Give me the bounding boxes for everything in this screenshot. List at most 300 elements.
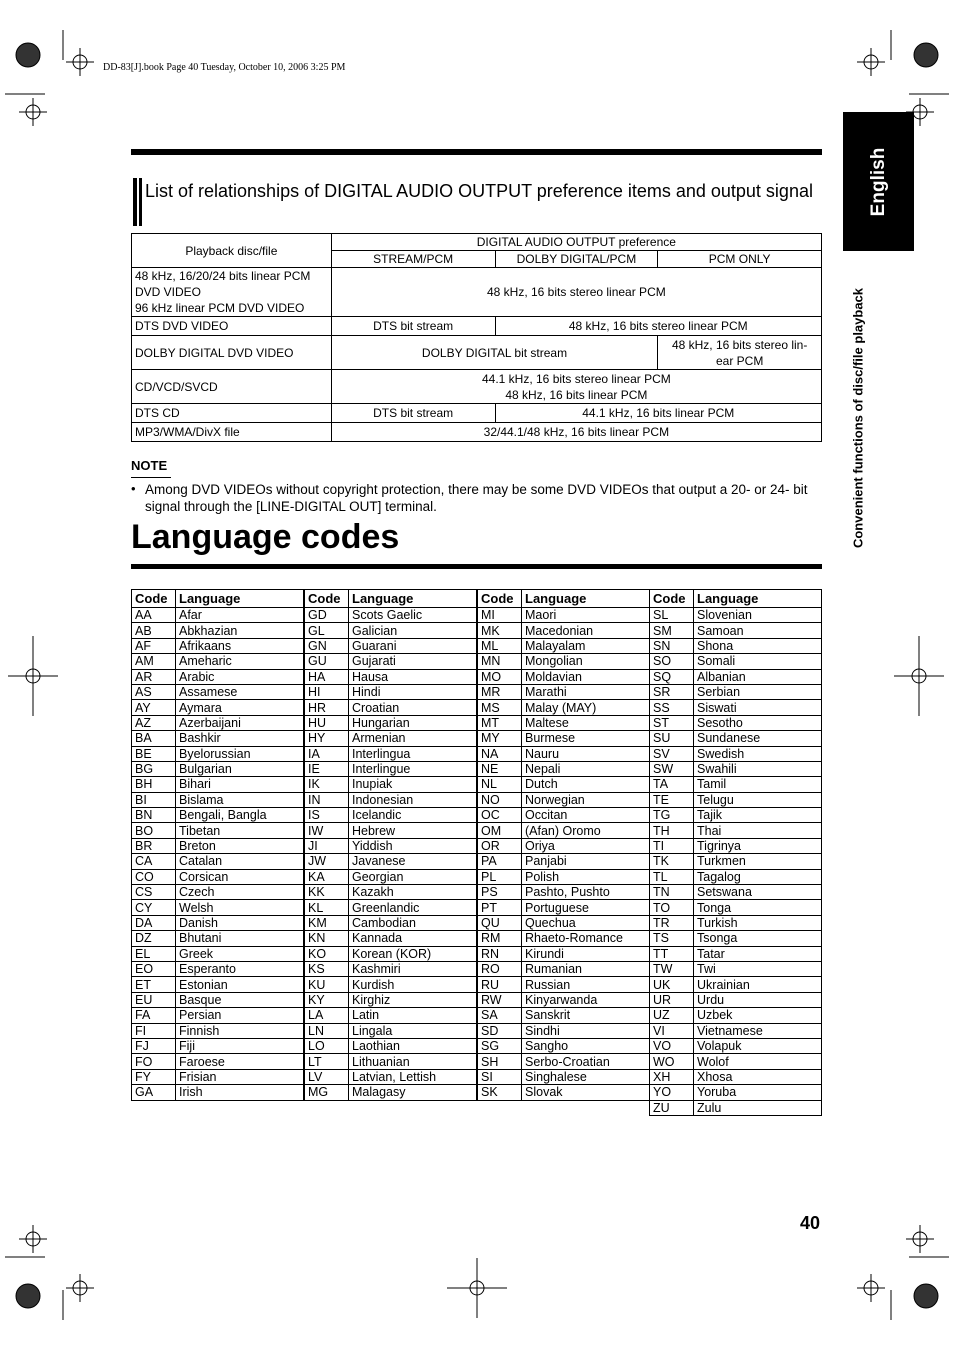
language-code: TG — [650, 808, 694, 823]
language-code: HA — [305, 669, 349, 684]
table-row — [305, 838, 477, 853]
language-header: Language — [522, 590, 650, 608]
language-name: Quechua — [522, 915, 650, 930]
language-code: IE — [305, 761, 349, 776]
table-row — [650, 1054, 822, 1069]
language-name: Welsh — [176, 900, 304, 915]
header-cell: DOLBY DIGITAL/PCM — [495, 251, 658, 268]
table-row — [305, 792, 477, 807]
language-name: Inupiak — [349, 777, 477, 792]
table-row — [650, 654, 822, 669]
language-name: Estonian — [176, 977, 304, 992]
language-code: EU — [132, 992, 176, 1007]
language-code: RM — [478, 931, 522, 946]
table-row — [478, 1008, 650, 1023]
language-code: FY — [132, 1069, 176, 1084]
language-name: Tsonga — [694, 931, 822, 946]
language-code: XH — [650, 1069, 694, 1084]
language-name: Georgian — [349, 869, 477, 884]
table-row — [305, 946, 477, 961]
language-code: DZ — [132, 931, 176, 946]
language-name: Setswana — [694, 885, 822, 900]
table-row — [478, 1069, 650, 1084]
header-cell: Playback disc/file — [132, 234, 332, 268]
code-header: Code — [305, 590, 349, 608]
output-cell: 32/44.1/48 kHz, 16 bits linear PCM — [331, 423, 821, 442]
table-row — [478, 808, 650, 823]
language-name: Interlingue — [349, 761, 477, 776]
table-row — [478, 638, 650, 653]
language-code: BO — [132, 823, 176, 838]
table-row — [132, 854, 304, 869]
language-code: FA — [132, 1008, 176, 1023]
language-name: Russian — [522, 977, 650, 992]
language-code: OM — [478, 823, 522, 838]
language-name: Swedish — [694, 746, 822, 761]
language-name: Portuguese — [522, 900, 650, 915]
table-row — [132, 404, 822, 423]
language-code: IK — [305, 777, 349, 792]
section-title: List of relationships of DIGITAL AUDIO OUTPUT preference items and output signal — [145, 181, 813, 201]
language-code: SS — [650, 700, 694, 715]
table-row — [132, 946, 304, 961]
language-name: Esperanto — [176, 961, 304, 976]
language-name: Icelandic — [349, 808, 477, 823]
language-code: NO — [478, 792, 522, 807]
table-row — [132, 268, 822, 317]
table-row — [650, 808, 822, 823]
language-code: TR — [650, 915, 694, 930]
table-row — [305, 1069, 477, 1084]
language-code: ET — [132, 977, 176, 992]
language-code: TE — [650, 792, 694, 807]
language-code: KN — [305, 931, 349, 946]
language-name: Mongolian — [522, 654, 650, 669]
language-header: Language — [349, 590, 477, 608]
language-name: Nepali — [522, 761, 650, 776]
language-code: RN — [478, 946, 522, 961]
output-table — [131, 233, 822, 442]
language-code: SW — [650, 761, 694, 776]
output-cell: 48 kHz, 16 bits stereo linear PCM — [495, 317, 821, 336]
language-code: MG — [305, 1085, 349, 1100]
language-code: BI — [132, 792, 176, 807]
table-row — [478, 777, 650, 792]
language-code: KU — [305, 977, 349, 992]
table-row — [650, 992, 822, 1007]
language-name: Uzbek — [694, 1008, 822, 1023]
language-name: Slovenian — [694, 608, 822, 623]
language-code: CA — [132, 854, 176, 869]
language-code: TT — [650, 946, 694, 961]
table-row — [305, 977, 477, 992]
language-name: Hindi — [349, 684, 477, 699]
language-code: PA — [478, 854, 522, 869]
language-code: TO — [650, 900, 694, 915]
file-header: DD-83[J].book Page 40 Tuesday, October 10, 2006 3:25 PM — [103, 62, 346, 73]
table-row — [305, 900, 477, 915]
table-row — [305, 700, 477, 715]
language-name: Guarani — [349, 638, 477, 653]
language-name: Turkish — [694, 915, 822, 930]
language-name: Kirundi — [522, 946, 650, 961]
language-name: Norwegian — [522, 792, 650, 807]
language-code: FI — [132, 1023, 176, 1038]
language-code: BH — [132, 777, 176, 792]
table-row — [132, 623, 304, 638]
section-marker — [133, 178, 137, 226]
language-code: KY — [305, 992, 349, 1007]
table-row — [305, 823, 477, 838]
note-text: Among DVD VIDEOs without copyright protection, there may be some DVD VIDEOs that output a 20- or 24- bit signal through the [LINE-DIGITAL OUT] terminal. — [145, 482, 808, 514]
language-code: QU — [478, 915, 522, 930]
language-name: Kazakh — [349, 885, 477, 900]
table-row — [132, 792, 304, 807]
disc-cell: DOLBY DIGITAL DVD VIDEO — [132, 336, 332, 370]
language-code: SD — [478, 1023, 522, 1038]
language-code: BR — [132, 838, 176, 853]
language-header: Language — [176, 590, 304, 608]
language-code: HI — [305, 684, 349, 699]
language-name: Rhaeto-Romance — [522, 931, 650, 946]
language-code: DA — [132, 915, 176, 930]
language-code: SO — [650, 654, 694, 669]
table-row — [650, 792, 822, 807]
language-code: WO — [650, 1054, 694, 1069]
language-name: Occitan — [522, 808, 650, 823]
table-row — [650, 885, 822, 900]
language-name: Assamese — [176, 684, 304, 699]
language-name: Kannada — [349, 931, 477, 946]
table-row — [650, 854, 822, 869]
language-code: SI — [478, 1069, 522, 1084]
language-code: SG — [478, 1038, 522, 1053]
language-code: TI — [650, 838, 694, 853]
language-code: PL — [478, 869, 522, 884]
table-row — [305, 1008, 477, 1023]
language-name: Bashkir — [176, 731, 304, 746]
language-code: AZ — [132, 715, 176, 730]
table-row — [478, 623, 650, 638]
language-code: NE — [478, 761, 522, 776]
language-name: Korean (KOR) — [349, 946, 477, 961]
table-row — [132, 885, 304, 900]
language-code: KK — [305, 885, 349, 900]
table-row — [132, 1069, 304, 1084]
table-row — [132, 1008, 304, 1023]
language-name: Nauru — [522, 746, 650, 761]
page-number: 40 — [800, 1213, 821, 1233]
language-code: HR — [305, 700, 349, 715]
table-row — [305, 1085, 477, 1100]
language-code: CS — [132, 885, 176, 900]
language-name: Sundanese — [694, 731, 822, 746]
language-code: SN — [650, 638, 694, 653]
table-row — [132, 423, 822, 442]
language-name: Slovak — [522, 1085, 650, 1100]
language-code: LT — [305, 1054, 349, 1069]
language-code: LA — [305, 1008, 349, 1023]
language-code: MT — [478, 715, 522, 730]
language-name: Singhalese — [522, 1069, 650, 1084]
language-code: JI — [305, 838, 349, 853]
language-name: Galician — [349, 623, 477, 638]
table-row — [132, 823, 304, 838]
language-name: Czech — [176, 885, 304, 900]
language-code: HU — [305, 715, 349, 730]
disc-cell: CD/VCD/SVCD — [132, 370, 332, 404]
table-row — [650, 684, 822, 699]
language-name: Maltese — [522, 715, 650, 730]
language-code: AY — [132, 700, 176, 715]
language-code: SA — [478, 1008, 522, 1023]
table-row — [132, 608, 304, 623]
table-row — [305, 638, 477, 653]
language-name: Indonesian — [349, 792, 477, 807]
language-name: Malayalam — [522, 638, 650, 653]
header-cell: DIGITAL AUDIO OUTPUT preference — [331, 234, 821, 251]
language-code: MY — [478, 731, 522, 746]
language-name: Aymara — [176, 700, 304, 715]
table-row — [305, 961, 477, 976]
table-row — [132, 684, 304, 699]
language-code: AR — [132, 669, 176, 684]
language-name: Interlingua — [349, 746, 477, 761]
table-row — [132, 336, 822, 370]
language-name: Tamil — [694, 777, 822, 792]
language-codes-rule — [131, 564, 822, 569]
language-name: Afrikaans — [176, 638, 304, 653]
language-name: Faroese — [176, 1054, 304, 1069]
language-name: Danish — [176, 915, 304, 930]
table-row — [132, 317, 822, 336]
top-rule — [131, 149, 822, 155]
language-code: BA — [132, 731, 176, 746]
language-code: AF — [132, 638, 176, 653]
language-code-table — [649, 589, 822, 1116]
table-row — [650, 761, 822, 776]
table-row — [478, 931, 650, 946]
table-row — [478, 854, 650, 869]
language-name: Maori — [522, 608, 650, 623]
table-row — [650, 1100, 822, 1115]
language-name: Armenian — [349, 731, 477, 746]
language-code: BE — [132, 746, 176, 761]
language-code: UR — [650, 992, 694, 1007]
table-row — [478, 900, 650, 915]
language-name: Somali — [694, 654, 822, 669]
table-row — [305, 931, 477, 946]
language-code: GU — [305, 654, 349, 669]
language-name: Kurdish — [349, 977, 477, 992]
language-name: Rumanian — [522, 961, 650, 976]
language-code: AM — [132, 654, 176, 669]
table-row — [305, 1023, 477, 1038]
language-name: Shona — [694, 638, 822, 653]
language-code: KS — [305, 961, 349, 976]
language-name: Samoan — [694, 623, 822, 638]
language-name: Ameharic — [176, 654, 304, 669]
disc-cell: 48 kHz, 16/20/24 bits linear PCM DVD VIDEO 96 kHz linear PCM DVD VIDEO — [132, 268, 332, 317]
table-row — [305, 808, 477, 823]
table-row — [132, 715, 304, 730]
language-code: RO — [478, 961, 522, 976]
language-name: Malay (MAY) — [522, 700, 650, 715]
disc-cell: MP3/WMA/DivX file — [132, 423, 332, 442]
table-row — [650, 1008, 822, 1023]
language-name: Oriya — [522, 838, 650, 853]
output-cell: DTS bit stream — [331, 317, 495, 336]
language-code: SV — [650, 746, 694, 761]
language-code: SH — [478, 1054, 522, 1069]
language-codes-title: Language codes — [131, 518, 400, 556]
language-code: OC — [478, 808, 522, 823]
table-row — [650, 977, 822, 992]
language-name: Telugu — [694, 792, 822, 807]
table-row — [305, 731, 477, 746]
language-name: Burmese — [522, 731, 650, 746]
table-row — [650, 838, 822, 853]
table-row — [478, 915, 650, 930]
language-code-table — [304, 589, 477, 1101]
table-row — [305, 1054, 477, 1069]
table-row — [650, 638, 822, 653]
table-row — [132, 731, 304, 746]
language-code: CY — [132, 900, 176, 915]
note-heading: NOTE — [131, 458, 168, 473]
disc-cell: DTS CD — [132, 404, 332, 423]
table-row — [650, 961, 822, 976]
language-code: IA — [305, 746, 349, 761]
language-code: KM — [305, 915, 349, 930]
language-name: Serbo-Croatian — [522, 1054, 650, 1069]
table-row — [478, 731, 650, 746]
table-row — [132, 370, 822, 404]
language-name: Zulu — [694, 1100, 822, 1115]
language-name: Wolof — [694, 1054, 822, 1069]
language-code: TN — [650, 885, 694, 900]
table-row — [132, 992, 304, 1007]
language-name: Swahili — [694, 761, 822, 776]
table-row — [478, 1038, 650, 1053]
table-row — [650, 1038, 822, 1053]
language-name: Sangho — [522, 1038, 650, 1053]
language-code: NA — [478, 746, 522, 761]
language-name: Sesotho — [694, 715, 822, 730]
table-row — [132, 746, 304, 761]
language-name: Azerbaijani — [176, 715, 304, 730]
table-row — [478, 946, 650, 961]
table-row — [650, 700, 822, 715]
output-cell: DOLBY DIGITAL bit stream — [331, 336, 658, 370]
language-name: Corsican — [176, 869, 304, 884]
table-row — [132, 900, 304, 915]
language-code: IW — [305, 823, 349, 838]
language-name: Tonga — [694, 900, 822, 915]
language-name: Javanese — [349, 854, 477, 869]
table-row — [650, 931, 822, 946]
table-row — [305, 854, 477, 869]
language-name: Panjabi — [522, 854, 650, 869]
table-row — [305, 761, 477, 776]
table-row — [650, 1023, 822, 1038]
table-row — [132, 638, 304, 653]
table-row — [478, 684, 650, 699]
table-row — [132, 654, 304, 669]
language-code: LN — [305, 1023, 349, 1038]
output-cell: 44.1 kHz, 16 bits stereo linear PCM 48 kHz, 16 bits linear PCM — [331, 370, 821, 404]
table-row — [650, 869, 822, 884]
language-name: Bengali, Bangla — [176, 808, 304, 823]
table-row — [478, 654, 650, 669]
language-name: Twi — [694, 961, 822, 976]
table-row — [132, 1038, 304, 1053]
language-name: Fiji — [176, 1038, 304, 1053]
language-code: YO — [650, 1085, 694, 1100]
language-name: Irish — [176, 1085, 304, 1100]
language-name: Cambodian — [349, 915, 477, 930]
language-code: MO — [478, 669, 522, 684]
note-underline — [131, 477, 171, 478]
language-name: Siswati — [694, 700, 822, 715]
table-row — [478, 838, 650, 853]
language-header: Language — [694, 590, 822, 608]
table-row — [478, 715, 650, 730]
code-header: Code — [650, 590, 694, 608]
language-code: SQ — [650, 669, 694, 684]
language-code-table — [477, 589, 650, 1101]
language-name: Xhosa — [694, 1069, 822, 1084]
language-name: Tigrinya — [694, 838, 822, 853]
language-name: Afar — [176, 608, 304, 623]
output-cell: 48 kHz, 16 bits stereo linear PCM — [331, 268, 821, 317]
language-code: VI — [650, 1023, 694, 1038]
language-code: TL — [650, 869, 694, 884]
language-code: FO — [132, 1054, 176, 1069]
language-name: Tatar — [694, 946, 822, 961]
language-code: TA — [650, 777, 694, 792]
language-code: IS — [305, 808, 349, 823]
language-code: MI — [478, 608, 522, 623]
language-code: PT — [478, 900, 522, 915]
language-name: Breton — [176, 838, 304, 853]
language-name: Turkmen — [694, 854, 822, 869]
table-row — [650, 715, 822, 730]
table-row — [478, 961, 650, 976]
language-code: NL — [478, 777, 522, 792]
language-code: TK — [650, 854, 694, 869]
language-code: GD — [305, 608, 349, 623]
table-row — [478, 1023, 650, 1038]
table-row — [305, 654, 477, 669]
language-name: Hausa — [349, 669, 477, 684]
language-code: GL — [305, 623, 349, 638]
language-name: Vietnamese — [694, 1023, 822, 1038]
language-name: Catalan — [176, 854, 304, 869]
language-code: GA — [132, 1085, 176, 1100]
language-code: MN — [478, 654, 522, 669]
language-code: ZU — [650, 1100, 694, 1115]
language-name: Latin — [349, 1008, 477, 1023]
table-row — [478, 869, 650, 884]
language-code: KL — [305, 900, 349, 915]
language-code: MK — [478, 623, 522, 638]
language-code: SU — [650, 731, 694, 746]
table-row — [650, 608, 822, 623]
language-code: SR — [650, 684, 694, 699]
table-row — [132, 761, 304, 776]
language-code: OR — [478, 838, 522, 853]
